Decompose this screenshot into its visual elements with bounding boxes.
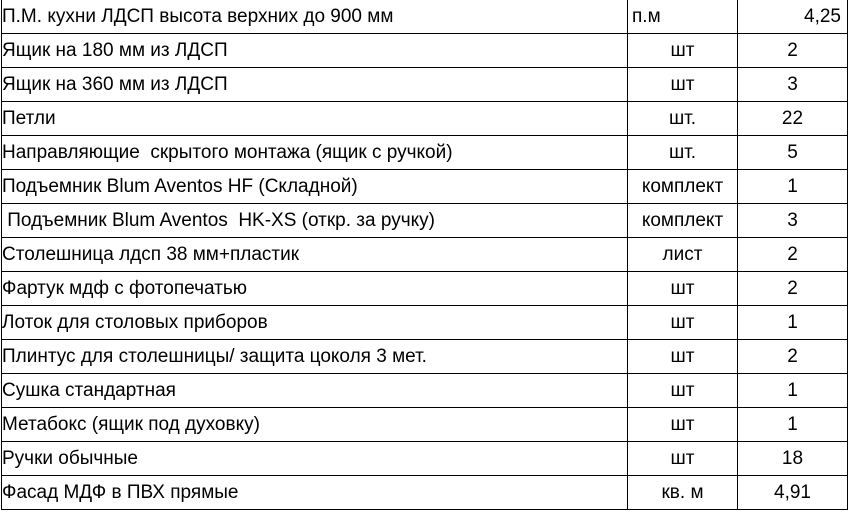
table-row <box>2 408 848 442</box>
item-name-cell[interactable]: Плинтус для столешницы/ защита цоколя 3 мет. <box>2 340 628 374</box>
table-row <box>2 476 848 510</box>
quantity-cell[interactable]: 1 <box>738 408 848 442</box>
table-row <box>2 34 848 68</box>
table-row <box>2 340 848 374</box>
item-name-cell[interactable]: Фартук мдф с фотопечатью <box>2 272 628 306</box>
item-name-cell[interactable]: Ящик на 360 мм из ЛДСП <box>2 68 628 102</box>
table-row <box>2 238 848 272</box>
unit-cell[interactable]: п.м <box>628 0 738 34</box>
item-name-cell[interactable]: Столешница лдсп 38 мм+пластик <box>2 238 628 272</box>
table-row <box>2 102 848 136</box>
unit-cell[interactable]: комплект <box>628 170 738 204</box>
quantity-cell[interactable]: 4,25 <box>738 0 848 34</box>
table-row <box>2 374 848 408</box>
unit-cell[interactable]: шт. <box>628 136 738 170</box>
unit-cell[interactable]: лист <box>628 238 738 272</box>
table-body <box>2 0 848 510</box>
quantity-cell[interactable]: 1 <box>738 306 848 340</box>
item-name-cell[interactable]: Ручки обычные <box>2 442 628 476</box>
table-row <box>2 204 848 238</box>
quantity-cell[interactable]: 4,91 <box>738 476 848 510</box>
table-row <box>2 136 848 170</box>
quantity-cell[interactable]: 2 <box>738 272 848 306</box>
unit-cell[interactable]: шт <box>628 34 738 68</box>
table-row <box>2 0 848 34</box>
unit-cell[interactable]: шт. <box>628 102 738 136</box>
unit-cell[interactable]: шт <box>628 374 738 408</box>
unit-cell[interactable]: шт <box>628 442 738 476</box>
quantity-cell[interactable]: 22 <box>738 102 848 136</box>
quantity-cell[interactable]: 1 <box>738 170 848 204</box>
item-name-cell[interactable]: Подъемник Blum Aventos HF (Складной) <box>2 170 628 204</box>
quantity-cell[interactable]: 2 <box>738 340 848 374</box>
item-name-cell[interactable]: Направляющие скрытого монтажа (ящик с ручкой) <box>2 136 628 170</box>
unit-cell[interactable]: шт <box>628 408 738 442</box>
unit-cell[interactable]: шт <box>628 68 738 102</box>
unit-cell[interactable]: кв. м <box>628 476 738 510</box>
quantity-cell[interactable]: 3 <box>738 68 848 102</box>
table-row <box>2 170 848 204</box>
quantity-cell[interactable]: 1 <box>738 374 848 408</box>
quantity-cell[interactable]: 2 <box>738 238 848 272</box>
unit-cell[interactable]: шт <box>628 272 738 306</box>
table-row <box>2 272 848 306</box>
unit-cell[interactable]: шт <box>628 340 738 374</box>
item-name-cell[interactable]: Фасад МДФ в ПВХ прямые <box>2 476 628 510</box>
table-row <box>2 442 848 476</box>
quantity-cell[interactable]: 18 <box>738 442 848 476</box>
item-name-cell[interactable]: Ящик на 180 мм из ЛДСП <box>2 34 628 68</box>
item-name-cell[interactable]: Лоток для столовых приборов <box>2 306 628 340</box>
item-name-cell[interactable]: Петли <box>2 102 628 136</box>
quantity-cell[interactable]: 3 <box>738 204 848 238</box>
unit-cell[interactable]: комплект <box>628 204 738 238</box>
item-name-cell[interactable]: Метабокс (ящик под духовку) <box>2 408 628 442</box>
table-row <box>2 68 848 102</box>
item-name-cell[interactable]: Сушка стандартная <box>2 374 628 408</box>
item-name-cell[interactable]: Подъемник Blum Aventos HK-XS (откр. за ручку) <box>2 204 628 238</box>
table-row <box>2 306 848 340</box>
spreadsheet-table <box>1 0 848 510</box>
item-name-cell[interactable]: П.М. кухни ЛДСП высота верхних до 900 мм <box>2 0 628 34</box>
quantity-cell[interactable]: 2 <box>738 34 848 68</box>
quantity-cell[interactable]: 5 <box>738 136 848 170</box>
unit-cell[interactable]: шт <box>628 306 738 340</box>
